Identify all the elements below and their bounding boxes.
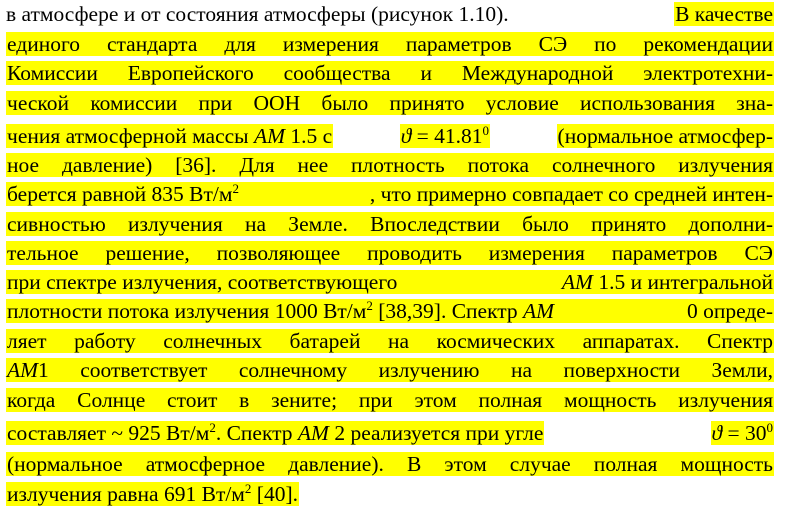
highlighted-text bbox=[6, 482, 299, 506]
text-line-3 bbox=[6, 61, 774, 85]
degree-superscript: 0 bbox=[482, 123, 490, 138]
line-text: составляет ~ 925 Вт/м bbox=[7, 421, 210, 445]
formula-value: = 30 bbox=[722, 421, 767, 445]
highlighted-text bbox=[6, 421, 544, 445]
text-line-15 bbox=[6, 421, 774, 445]
highlighted-text: сивностью излучения на Земле. Впоследствии было принято дополни- bbox=[7, 212, 773, 236]
highlighted-text: (нормальное атмосфер- bbox=[557, 124, 773, 148]
text-line-7 bbox=[6, 182, 774, 206]
degree-superscript: 0 bbox=[766, 420, 773, 435]
highlighted-text bbox=[6, 299, 774, 323]
highlighted-text bbox=[6, 182, 774, 206]
superscript: 2 bbox=[366, 298, 373, 313]
line-text: плотности потока излучения 1000 Вт/м bbox=[7, 299, 367, 323]
highlighted-text: В качестве bbox=[675, 2, 773, 26]
line-text: 1 соответствует солнечному излучению на поверхности Земли, bbox=[38, 358, 773, 382]
line-text: , что примерно совпадает со средней интен- bbox=[369, 182, 773, 206]
theta-symbol: ϑ bbox=[711, 421, 723, 445]
theta-symbol: ϑ bbox=[400, 124, 412, 148]
highlighted-text bbox=[6, 124, 333, 148]
line-text: берется равной 835 Вт/м bbox=[7, 182, 233, 206]
line-text: . Спектр bbox=[215, 421, 298, 445]
line-text: [38,39]. Спектр bbox=[372, 299, 524, 323]
highlighted-text: (нормальное атмосферное давление). В этом случае полная мощность bbox=[7, 452, 773, 476]
highlighted-text: Комиссии Европейского сообщества и Международной электротехни- bbox=[7, 61, 773, 85]
line-text: 2 реализуется при угле bbox=[328, 421, 544, 445]
formula-value: = 41.81 bbox=[411, 124, 483, 148]
superscript: 2 bbox=[232, 181, 239, 196]
highlighted-text: тельное решение, позволяющее проводить измерения параметров СЭ bbox=[7, 241, 773, 265]
line-text: 1.5 с bbox=[285, 124, 333, 148]
highlighted-text: когда Солнце стоит в зените; при этом полная мощность излучения bbox=[7, 388, 773, 412]
text-line-10 bbox=[6, 270, 774, 294]
highlighted-text: ное давление) [36]. Для нее плотность потока солнечного излучения bbox=[7, 153, 773, 177]
highlighted-text: ческой комиссии при ООН было принято условие использования зна- bbox=[7, 91, 773, 115]
am-symbol: AM bbox=[561, 270, 593, 294]
highlighted-text bbox=[6, 358, 774, 382]
text-line-17 bbox=[6, 482, 774, 506]
text-line-16 bbox=[6, 452, 774, 476]
text-line-9 bbox=[6, 241, 774, 265]
text-line-1 bbox=[6, 2, 774, 26]
line-text: 0 опреде- bbox=[686, 299, 773, 323]
text-line-6 bbox=[6, 153, 774, 177]
highlighted-text bbox=[6, 270, 774, 294]
line-text: [40]. bbox=[251, 482, 298, 506]
highlighted-formula bbox=[711, 421, 774, 445]
am-symbol: AM bbox=[253, 124, 286, 148]
am-symbol: AM bbox=[7, 358, 39, 382]
line-text: 1.5 и интегральной bbox=[592, 270, 773, 294]
am-symbol: AM bbox=[523, 299, 555, 323]
text-line-4 bbox=[6, 91, 774, 115]
text-line-5 bbox=[6, 124, 774, 148]
text-line-8 bbox=[6, 212, 774, 236]
text-line-14 bbox=[6, 388, 774, 412]
highlighted-text: ляет работу солнечных батарей на космических аппаратах. Спектр bbox=[7, 329, 773, 353]
superscript: 2 bbox=[209, 420, 216, 435]
line-text: при спектре излучения, соответствующего bbox=[7, 270, 398, 294]
highlighted-text: единого стандарта для измерения параметров СЭ по рекомендации bbox=[7, 32, 773, 56]
line-text: излучения равна 691 Вт/м bbox=[7, 482, 245, 506]
text-line-2 bbox=[6, 32, 774, 56]
line-text: чения атмосферной массы bbox=[7, 124, 254, 148]
text-line-13 bbox=[6, 358, 774, 382]
highlighted-formula bbox=[400, 124, 490, 148]
am-symbol: AM bbox=[297, 421, 329, 445]
text-line-12 bbox=[6, 329, 774, 353]
superscript: 2 bbox=[244, 481, 252, 496]
text-line-11 bbox=[6, 299, 774, 323]
line-text: в атмосфере и от состояния атмосферы (рисунок 1.10). bbox=[6, 2, 509, 26]
